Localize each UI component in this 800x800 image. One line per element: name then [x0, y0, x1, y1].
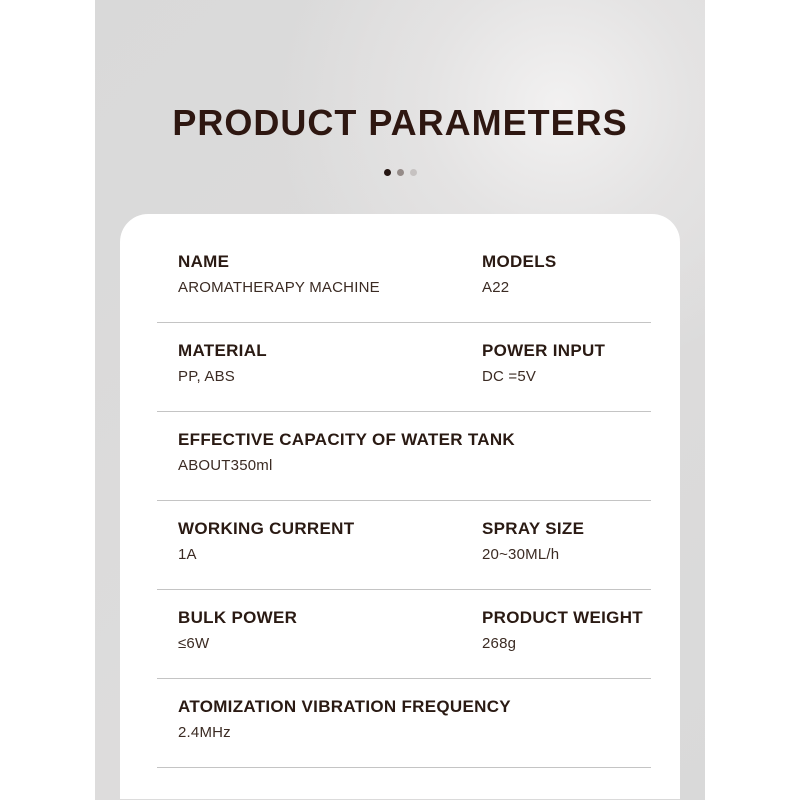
spec-cell-spray-size [482, 518, 651, 565]
spec-value: A22 [482, 279, 510, 296]
spec-cell-name [178, 251, 482, 298]
spec-value: AROMATHERAPY MACHINE [178, 279, 380, 296]
spec-label: POWER INPUT [482, 341, 606, 360]
spec-cell-product-weight [482, 607, 651, 654]
spec-label: PRODUCT WEIGHT [482, 608, 643, 627]
page-title: PRODUCT PARAMETERS [172, 102, 628, 143]
spec-cell-working-current [178, 518, 482, 565]
spec-cell-frequency [178, 696, 651, 743]
spec-value: 268g [482, 635, 517, 652]
spec-cell-power-input [482, 340, 651, 387]
spec-value: DC =5V [482, 368, 537, 385]
spec-value: ABOUT350ml [178, 457, 273, 474]
spec-row-name-models [157, 234, 651, 323]
spec-row-power-weight [157, 590, 651, 679]
spec-cell-water-tank [178, 429, 651, 476]
carousel-indicators [95, 168, 705, 176]
carousel-dot[interactable] [410, 169, 417, 176]
spec-value: 2.4MHz [178, 724, 231, 741]
spec-label: WORKING CURRENT [178, 519, 355, 538]
spec-cell-bulk-power [178, 607, 482, 654]
spec-cell-models [482, 251, 651, 298]
spec-value: PP, ABS [178, 368, 235, 385]
spec-row-material-power [157, 323, 651, 412]
spec-value: 20~30ML/h [482, 546, 560, 563]
specs-card [120, 214, 680, 799]
spec-label: BULK POWER [178, 608, 298, 627]
spec-cell-material [178, 340, 482, 387]
spec-label: SPRAY SIZE [482, 519, 585, 538]
spec-row-water-tank [157, 412, 651, 501]
spec-label: EFFECTIVE CAPACITY OF WATER TANK [178, 430, 516, 449]
spec-value: ≤6W [178, 635, 210, 652]
carousel-dot-active[interactable] [384, 169, 391, 176]
spec-row-frequency [157, 679, 651, 768]
product-parameters-panel [95, 0, 705, 800]
spec-label: ATOMIZATION VIBRATION FREQUENCY [178, 697, 511, 716]
spec-label: MATERIAL [178, 341, 267, 360]
spec-row-current-spray [157, 501, 651, 590]
spec-label: NAME [178, 252, 230, 271]
carousel-dot[interactable] [397, 169, 404, 176]
spec-label: MODELS [482, 252, 557, 271]
spec-value: 1A [178, 546, 197, 563]
